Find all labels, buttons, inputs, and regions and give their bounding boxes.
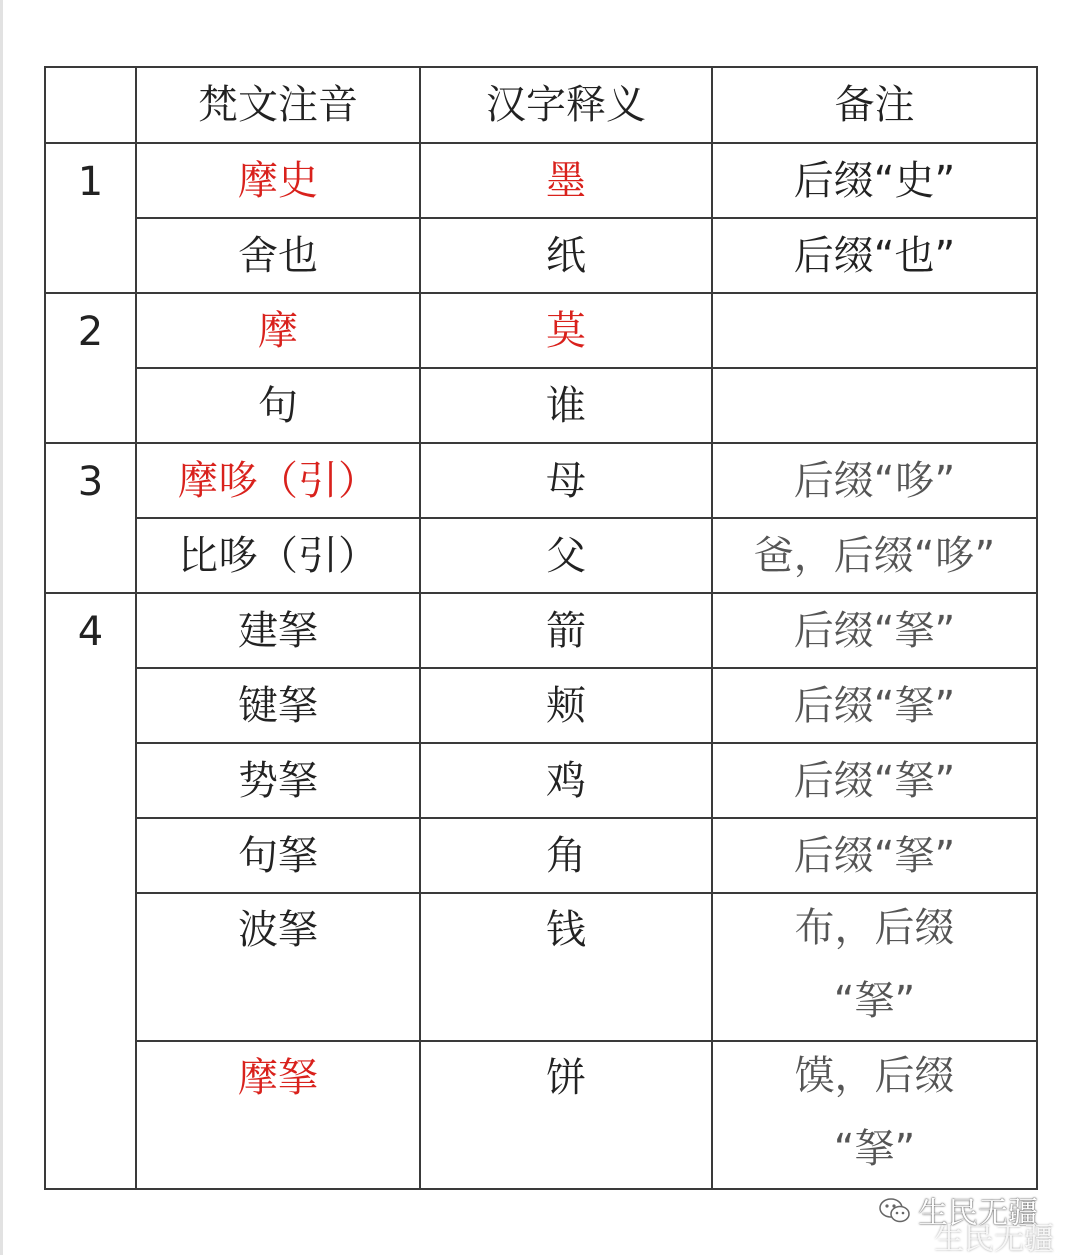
sanskrit-cell: 建拏 — [136, 593, 420, 668]
note-line: 馍，后缀 — [794, 1053, 955, 1099]
meaning-cell: 箭 — [420, 593, 712, 668]
header-note: 备注 — [712, 67, 1037, 143]
sanskrit-cell: 波拏 — [136, 893, 420, 1041]
table-row — [45, 143, 1037, 218]
sanskrit-cell: 舍也 — [136, 218, 420, 293]
table-row — [45, 593, 1037, 668]
meaning-cell: 谁 — [420, 368, 712, 443]
header-index — [45, 67, 136, 143]
header-row — [45, 67, 1037, 143]
note-line: “拏” — [833, 1126, 916, 1172]
table-row — [45, 443, 1037, 518]
sanskrit-cell: 摩史 — [136, 143, 420, 218]
meaning-cell: 纸 — [420, 218, 712, 293]
sanskrit-cell: 摩哆（引） — [136, 443, 420, 518]
note-cell — [712, 1041, 1037, 1189]
table-row — [45, 293, 1037, 368]
sanskrit-cell: 句拏 — [136, 818, 420, 893]
meaning-cell: 饼 — [420, 1041, 712, 1189]
note-cell — [712, 368, 1037, 443]
meaning-cell: 莫 — [420, 293, 712, 368]
table-row — [45, 368, 1037, 443]
sanskrit-cell: 比哆（引） — [136, 518, 420, 593]
watermark-text: 生民无疆 — [918, 1196, 1038, 1231]
vocabulary-table — [44, 66, 1038, 1190]
note-cell: 后缀“拏” — [712, 668, 1037, 743]
note-cell — [712, 293, 1037, 368]
note-cell: 后缀“也” — [712, 218, 1037, 293]
sanskrit-cell: 摩 — [136, 293, 420, 368]
header-sanskrit: 梵文注音 — [136, 67, 420, 143]
meaning-cell: 墨 — [420, 143, 712, 218]
table-row — [45, 743, 1037, 818]
sanskrit-cell: 势拏 — [136, 743, 420, 818]
table-row — [45, 218, 1037, 293]
table-row — [45, 893, 1037, 1041]
note-cell: 后缀“拏” — [712, 593, 1037, 668]
meaning-cell: 父 — [420, 518, 712, 593]
group-number: 4 — [45, 593, 136, 1189]
meaning-cell: 颊 — [420, 668, 712, 743]
table-row — [45, 668, 1037, 743]
page-edge — [0, 0, 3, 1255]
table-row — [45, 518, 1037, 593]
note-cell: 后缀“拏” — [712, 818, 1037, 893]
meaning-cell: 鸡 — [420, 743, 712, 818]
wechat-icon — [878, 1194, 912, 1228]
table-row — [45, 1041, 1037, 1189]
note-cell: 爸，后缀“哆” — [712, 518, 1037, 593]
note-line: 布，后缀 — [794, 905, 955, 951]
group-number: 1 — [45, 143, 136, 293]
group-number: 3 — [45, 443, 136, 593]
meaning-cell: 钱 — [420, 893, 712, 1041]
sanskrit-cell: 句 — [136, 368, 420, 443]
note-cell — [712, 893, 1037, 1041]
watermark — [878, 1188, 1068, 1257]
note-line: “拏” — [833, 978, 916, 1024]
meaning-cell: 角 — [420, 818, 712, 893]
group-number: 2 — [45, 293, 136, 443]
header-meaning: 汉字释义 — [420, 67, 712, 143]
note-cell: 后缀“哆” — [712, 443, 1037, 518]
sanskrit-cell: 键拏 — [136, 668, 420, 743]
meaning-cell: 母 — [420, 443, 712, 518]
sanskrit-cell: 摩拏 — [136, 1041, 420, 1189]
watermark-text-shadow: 生民无疆 — [934, 1222, 1054, 1257]
note-cell: 后缀“史” — [712, 143, 1037, 218]
note-cell: 后缀“拏” — [712, 743, 1037, 818]
